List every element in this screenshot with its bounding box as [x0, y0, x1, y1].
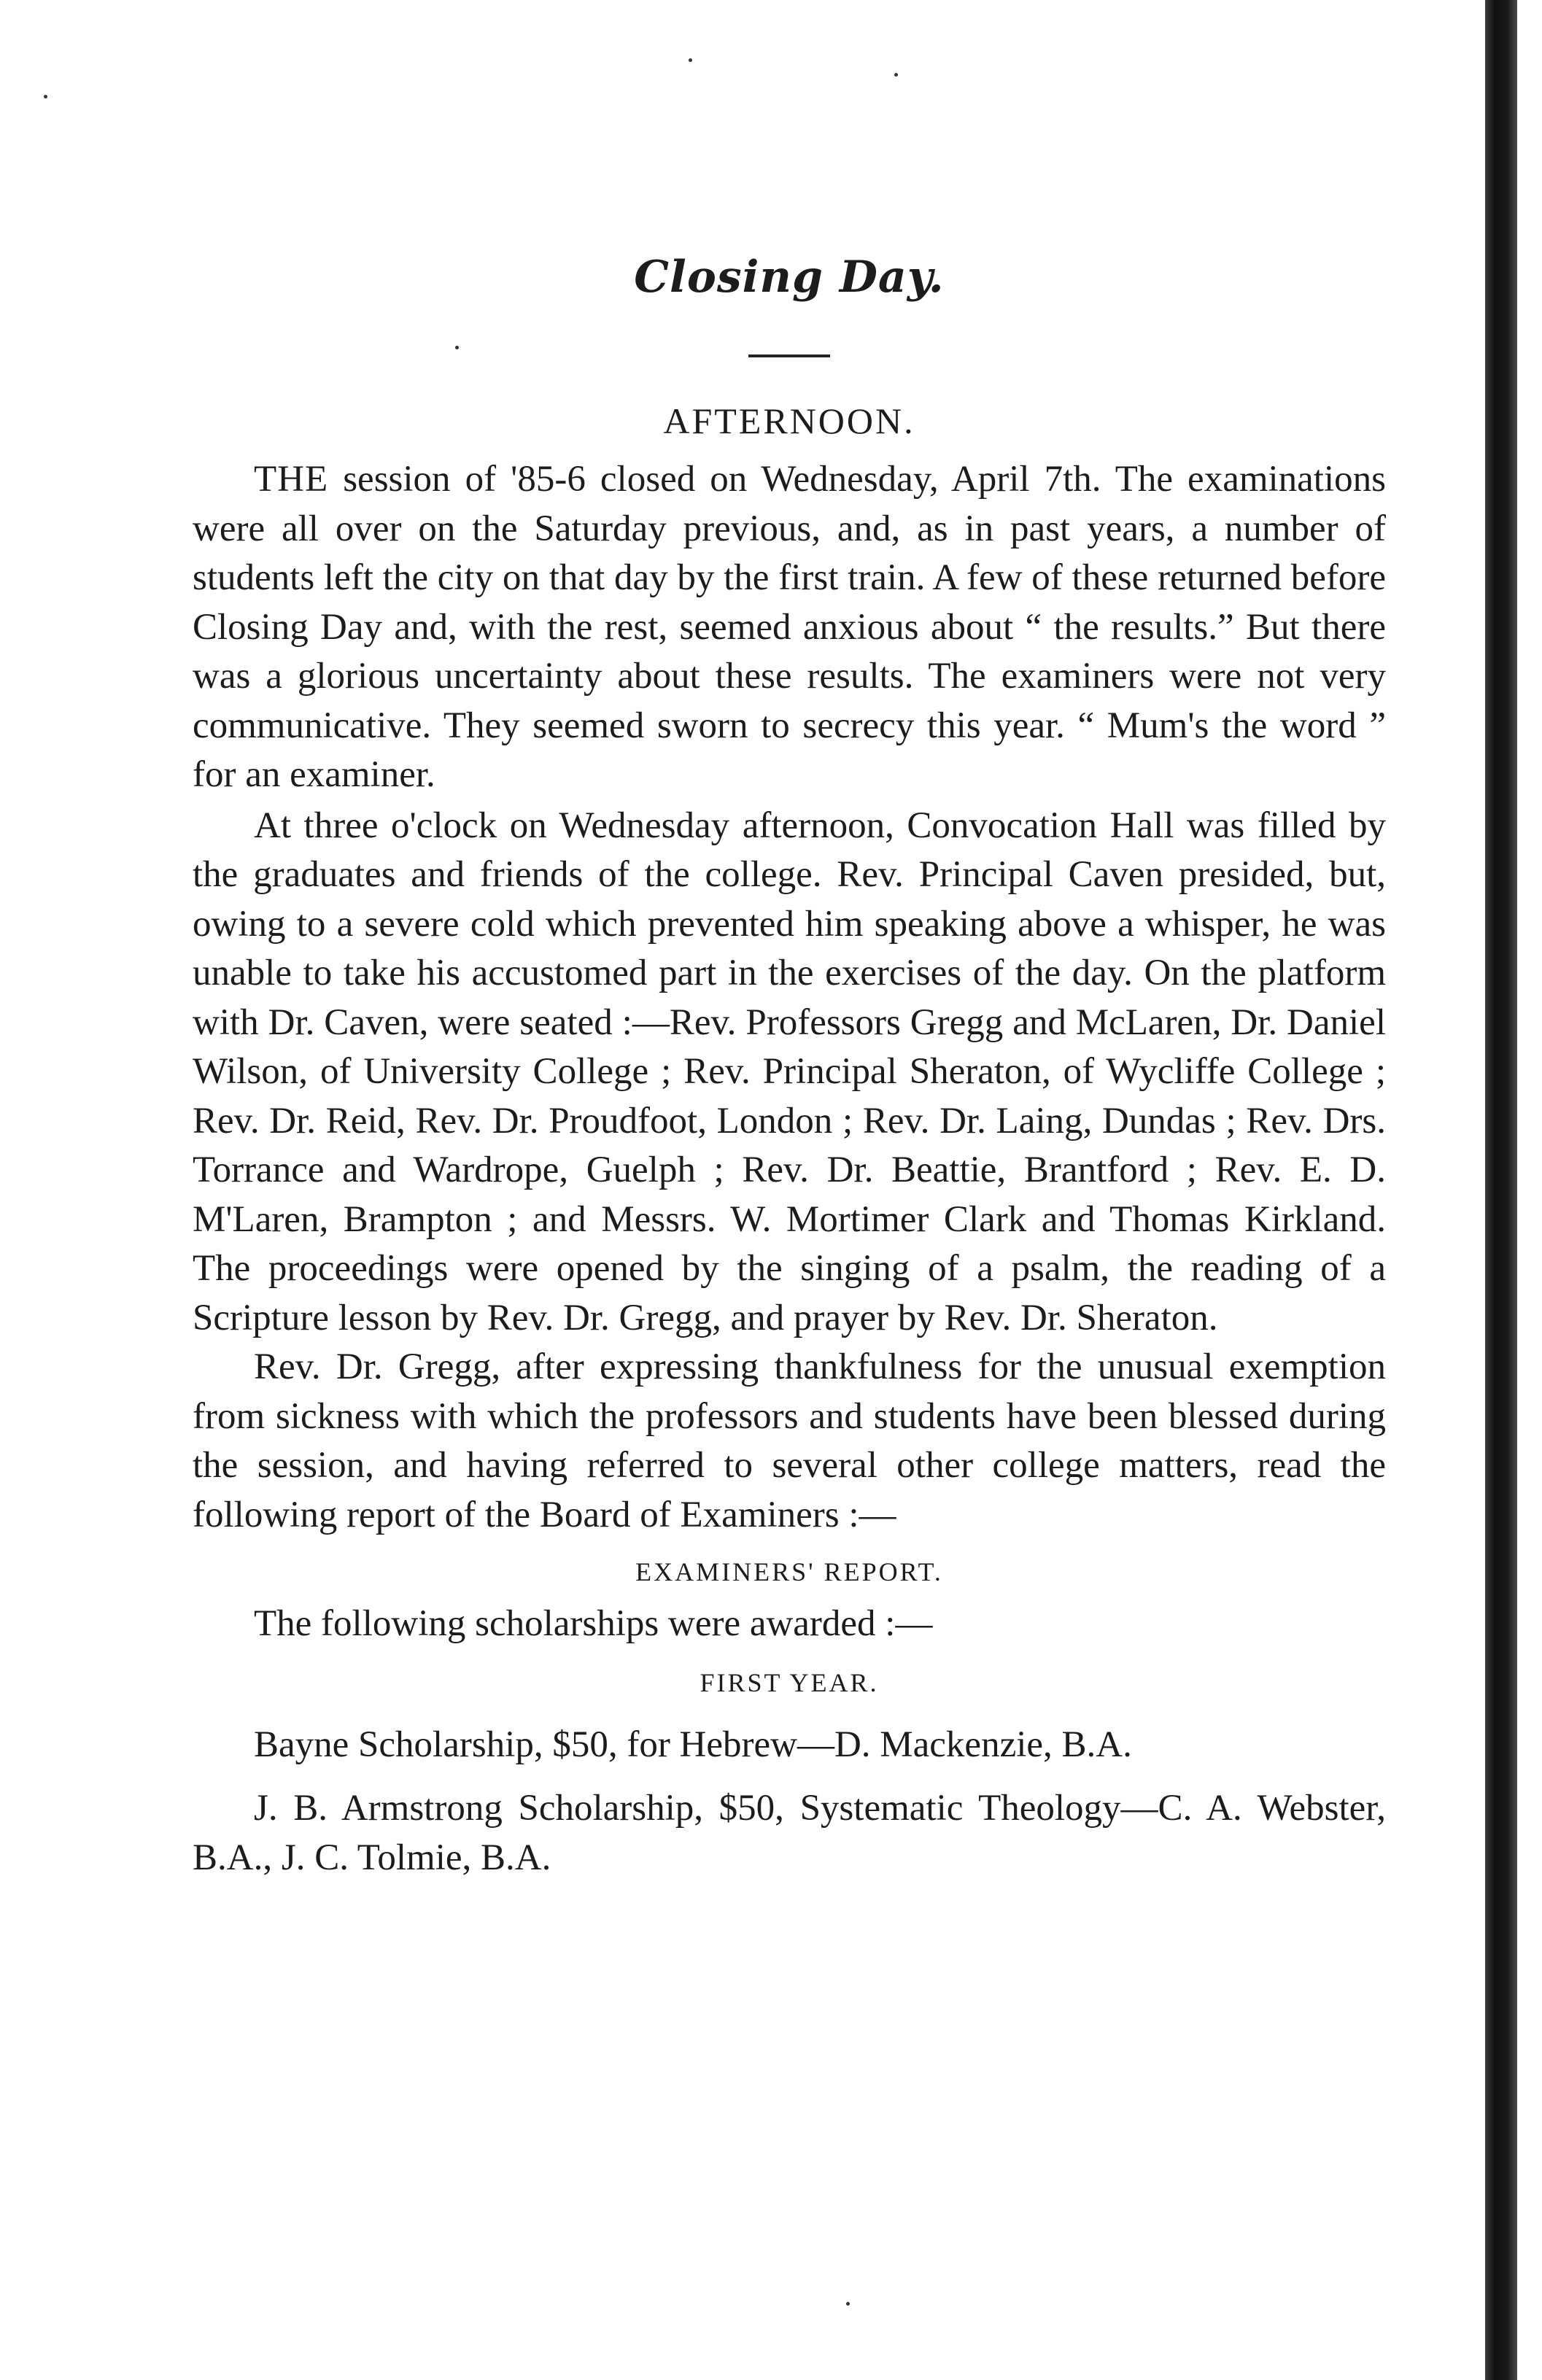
scan-speck [44, 95, 47, 98]
report-intro: The following scholarships were awarded :— [254, 1603, 933, 1644]
award-item: Bayne Scholarship, $50, for Hebrew—D. Mackenzie, B.A. [254, 1724, 1132, 1765]
paragraph-session [193, 455, 1386, 800]
year-heading: FIRST YEAR. [700, 1667, 879, 1697]
paragraph-convocation: At three o'clock on Wednesday afternoon, Convocation Hall was filled by the graduates and friends of the college. Rev. Principal Caven presided, but, owing to a severe cold which prevented him speaking above a whisper, he was unable to take his accustomed part in the exercises of the day. On the platform with Dr. Caven, were seated :—Rev. Professors Gregg and McLaren, Dr. Daniel Wilson, of University College ; Rev. Principal Sheraton, of Wycliffe College ; Rev. Dr. Reid, Rev. Dr. Proudfoot, London ; Rev. Dr. Laing, Dundas ; Rev. Drs. Torrance and Wardrope, Guelph ; Rev. Dr. Beattie, Brantford ; Rev. E. D. M'Laren, Brampton ; and Messrs. W. Mortimer Clark and Thomas Kirkland. The proceedings were opened by the singing of a psalm, the reading of a Scripture lesson by Rev. Dr. Gregg, and prayer by Rev. Dr. Sheraton. [193, 805, 1386, 1338]
page-binding-edge [1485, 0, 1517, 2380]
title-rule [748, 354, 830, 357]
award-item: J. B. Armstrong Scholarship, $50, Systematic Theology—C. A. Webster, B.A., J. C. Tolmie, B.A. [193, 1788, 1386, 1878]
scan-speck [455, 346, 459, 349]
text-column [193, 248, 1386, 1897]
paragraph-lead-word: THE [254, 459, 329, 500]
scan-speck [689, 58, 692, 62]
page-title: Closing Day. [634, 252, 945, 303]
paragraph-session-text: session of '85-6 closed on Wednesday, April 7th. The examinations were all over on the Saturday previous, and, as in past years, a number of students left the city on that day by the first train. A few of these returned before Closing Day and, with the rest, seemed anxious about “ the results.” But there was a glorious uncertainty about these results. The examiners were not very communicative. They seemed sworn to secrecy this year. “ Mum's the word ” for an examiner. [193, 459, 1386, 795]
report-heading: EXAMINERS' REPORT. [635, 1557, 943, 1586]
paragraph-gregg: Rev. Dr. Gregg, after expressing thankfulness for the unusual exemption from sickness with which the professors and students have been blessed during the session, and having referred to several other college matters, read the following report of the Board of Examiners :— [193, 1346, 1386, 1535]
scan-speck [894, 73, 898, 77]
section-subtitle: AFTERNOON. [663, 400, 915, 441]
scan-speck [846, 2302, 850, 2306]
